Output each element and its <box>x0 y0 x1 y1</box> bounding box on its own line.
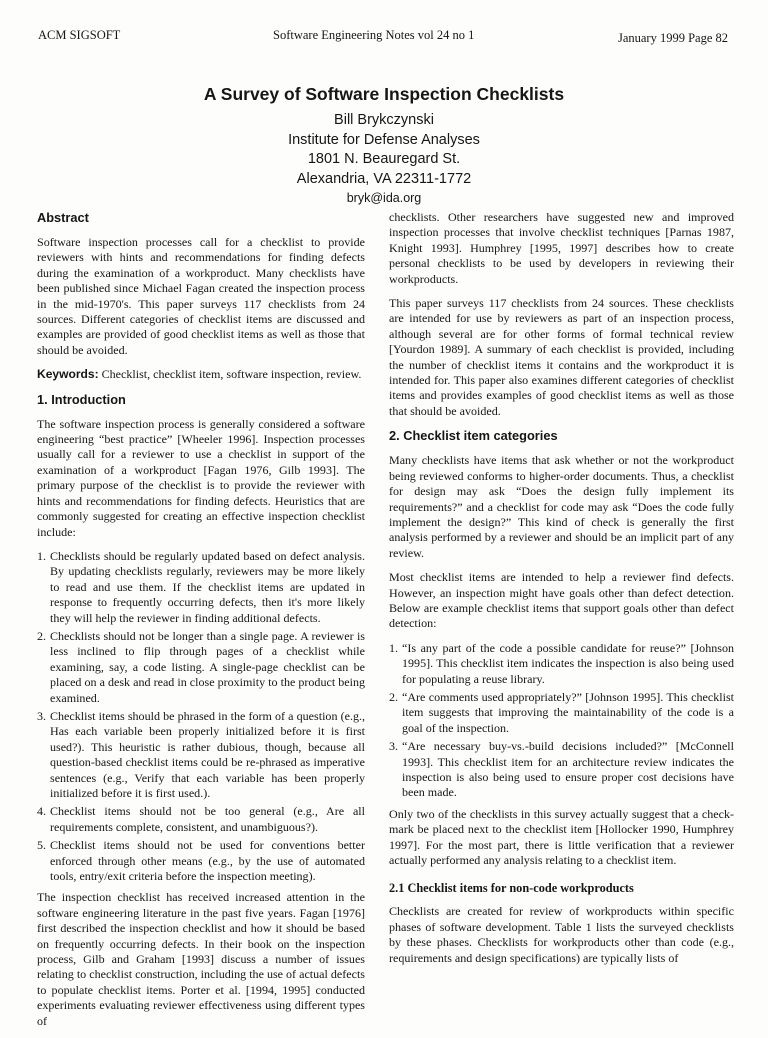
intro-heading: 1. Introduction <box>37 391 126 407</box>
keywords-label: Keywords: <box>37 367 99 382</box>
list-item-text: “Is any part of the code a possible candidate for reuse?” [Johnson 1995]. This checklist item indicates the inspection is also being used for populating a reuse library. <box>402 640 734 686</box>
author-email: bryk@ida.org <box>346 191 422 205</box>
heuristics-list <box>37 549 365 885</box>
list-item-text: “Are necessary buy-vs.-build decisions included?” [McConnell 1993]. This checklist item for an architecture review indicates the inspection is also being used to ensure proper cost decisions have been made. <box>402 739 734 800</box>
list-number: 3. <box>37 708 47 723</box>
list-item <box>37 804 365 835</box>
list-item-text: Checklists should not be longer than a single page. A reviewer is less inclined to flip through pages of a checklist while examining, say, a code listing. A single-page checklist can be placed on a desk and read in close proximity to the product being examined. <box>50 628 365 705</box>
intro-paragraph-3: This paper surveys 117 checklists from 24 sources. These checklists are intended for use by reviewers as part of an inspection process, although several are for other forms of formal technical review [Yourdon 1989]. A summary of each checklist is provided, including the number of checklist items it contains and the workproduct it is intended for. This paper also examines different categories of checklist items and provides examples of good checklist items as well as those that should be avoided. <box>389 296 734 418</box>
abstract-text: Software inspection processes call for a checklist to provide reviewers with hints and recommendations for finding defects during the examination of a workproduct. Many checklists have been published since Michael Fagan created the inspection process in the mid-1970's. This paper surveys 117 checklists from 24 sources. Different categories of checklist items are discussed and examples are provided of good checklist items as well as those that should be avoided. <box>37 235 365 357</box>
list-item-text: Checklist items should not be too general (e.g., Are all requirements complete, consistent, and unambiguous?). <box>50 804 365 834</box>
list-number: 4. <box>37 804 47 819</box>
left-column <box>37 210 365 1038</box>
list-number: 3. <box>389 739 399 754</box>
keywords <box>37 367 365 382</box>
list-item-text: Checklist items should be phrased in the form of a question (e.g., Has each variable been properly initialized before it is first used?). This heuristic is rather dubious, though, because all question-based checklist items could be re-phrased as imperative sentences (e.g., Verify that each variable has been properly initialized before it is first used.). <box>50 708 365 800</box>
section-2-heading: 2. Checklist item categories <box>389 428 558 444</box>
intro-paragraph-2: The inspection checklist has received increased attention in the software engineering literature in the past five years. Fagan [1976] first described the inspection checklist and how it should be based on frequently occurring defects. In their book on the inspection process, Gilb and Graham [1993] discuss a number of issues relating to checklist construction, including the use of actual defects to populate checklist items. Porter et al. [1994, 1995] conducted experiments evaluating reviewer effectiveness using different types of <box>37 890 365 1028</box>
intro-paragraph-1: The software inspection process is generally considered a software engineering “best practice” [Wheeler 1996]. Inspection processes usually call for a reviewer to use a checklist in support of the examination of a workproduct [Fagan 1976, Gilb 1993]. The primary purpose of the checklist is to provide the reviewer with hints and recommendations for finding defects. Heuristics that are commonly suggested for creating an effective inspection checklist include: <box>37 416 365 539</box>
title-block <box>0 83 768 207</box>
list-item <box>389 641 734 687</box>
section-2-paragraph-2: Most checklist items are intended to help a reviewer find defects. However, an inspection might have goals other than defect detection. Below are example checklist items that support goals other than defect detection: <box>389 570 734 631</box>
subsection-2-1-heading: 2.1 Checklist items for non-code workproducts <box>389 881 634 896</box>
list-number: 5. <box>37 838 47 853</box>
list-item <box>37 838 365 884</box>
section-2-paragraph-3: Only two of the checklists in this survey actually suggest that a check-mark be placed next to the checklist item [Hollocker 1990, Humphrey 1997]. For the most part, there is little verification that a reviewer actually performed any analysis relating to a checklist item. <box>389 806 734 868</box>
author-city: Alexandria, VA 22311-1772 <box>296 170 472 187</box>
list-item <box>389 739 734 801</box>
list-number: 1. <box>37 548 47 563</box>
goals-list <box>389 641 734 801</box>
author-affiliation: Institute for Defense Analyses <box>288 131 480 148</box>
journal-issue: Software Engineering Notes vol 24 no 1 <box>273 28 475 42</box>
intro-paragraph-2-continued: checklists. Other researchers have suggested new and improved inspection processes that involve checklist techniques [Parnas 1987, Knight 1993]. Humphrey [1995, 1997] describes how to create personal checklists to be used by developers in reviewing their workproducts. <box>389 210 734 286</box>
subsection-2-1-paragraph: Checklists are created for review of workproducts within specific phases of software development. Table 1 lists the surveyed checklists by these phases. Checklists for workproducts other than code (e.g., requirements and design specifications) are typically lists of <box>389 904 734 965</box>
journal-society: ACM SIGSOFT <box>38 28 121 42</box>
author-street: 1801 N. Beauregard St. <box>307 151 461 167</box>
list-number: 1. <box>389 640 399 655</box>
list-number: 2. <box>389 689 399 704</box>
paper-title: A Survey of Software Inspection Checklists <box>203 84 565 104</box>
keywords-text: Checklist, checklist item, software inspection, review. <box>101 367 362 382</box>
list-item <box>389 690 734 736</box>
list-item <box>37 629 365 706</box>
list-number: 2. <box>37 628 47 643</box>
date-page: January 1999 Page 82 <box>617 31 728 45</box>
abstract-heading: Abstract <box>37 210 89 225</box>
author-name: Bill Brykczynski <box>334 112 434 128</box>
list-item-text: “Are comments used appropriately?” [Johnson 1995]. This checklist item suggests that improving the maintainability of the code is a goal of the inspection. <box>402 689 734 735</box>
list-item-text: Checklists should be regularly updated based on defect analysis. By updating checklists regularly, reviewers may be more likely to read and use them. If the checklist items are updated in response to frequently occurring defects, then it's more likely they will help the reviewer in finding additional defects. <box>50 548 365 625</box>
section-2-paragraph-1: Many checklists have items that ask whether or not the workproduct being reviewed conforms to higher-order documents. Thus, a checklist for design may ask “Does the design fully implement its requirements?” and a checklist for code may ask “Does the code fully implement the design?” This kind of check is generally the first analysis performed by a reviewer and should be an implicit part of any review. <box>389 453 734 560</box>
list-item <box>37 549 365 626</box>
list-item <box>37 709 365 801</box>
running-header <box>38 28 728 48</box>
right-column <box>389 210 734 975</box>
list-item-text: Checklist items should not be used for conventions better enforced through other means (e.g., by the use of automated tools, entry/exit criteria before the inspection meeting). <box>50 838 365 884</box>
